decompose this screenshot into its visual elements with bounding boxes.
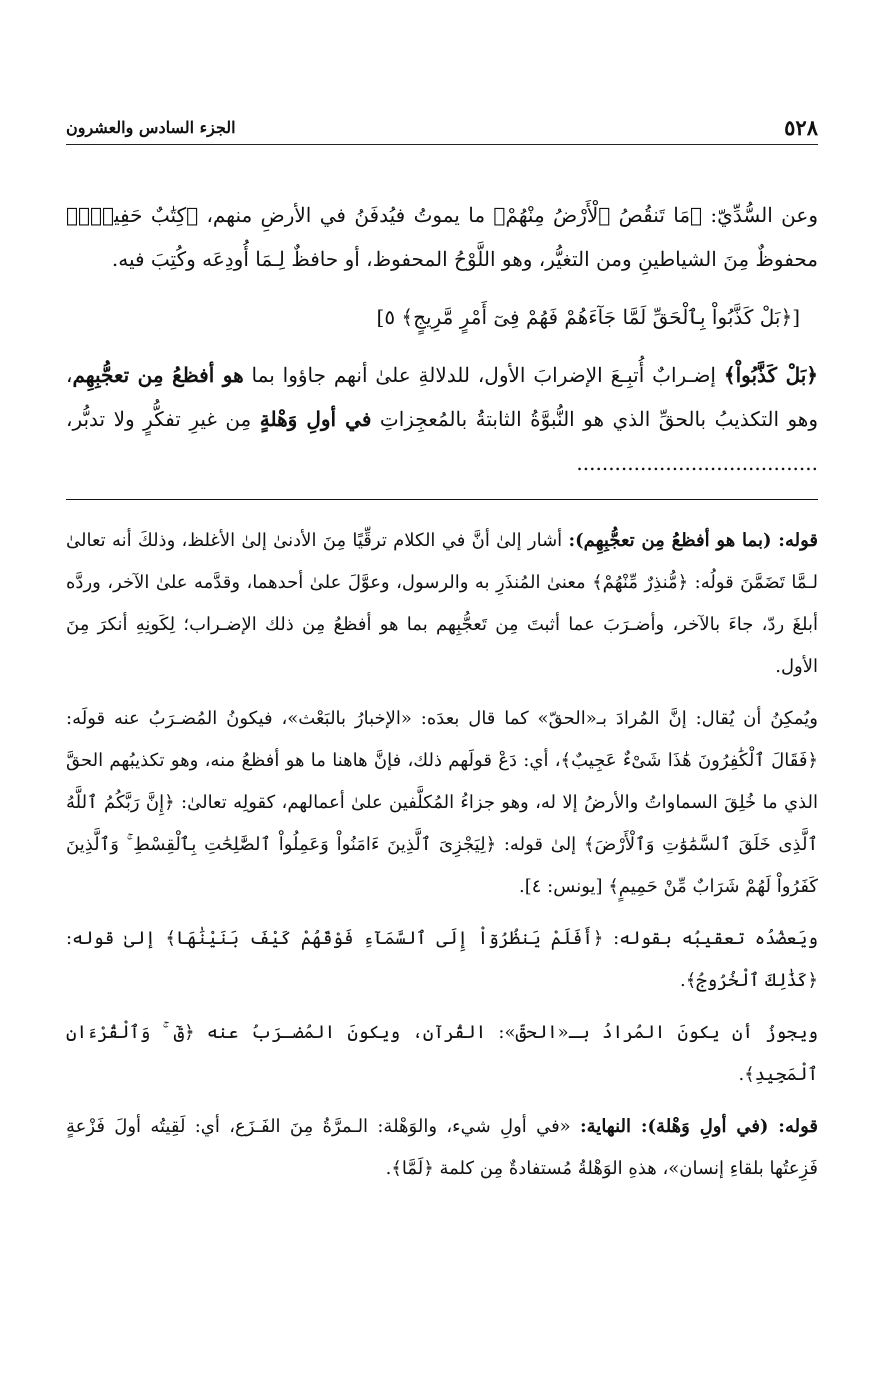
note-5-body: «في أولِ شيء، والوَهْلة: الـمرَّةُ مِنَ الفَـزَع، أي: لَقِيتُه أولَ فَزْعةٍ فَزِعتُها بلقاءِ إنسان»، هذهِ الوَهْلةُ مُستفادةٌ مِن كلمة ﴿لَمَّا﴾. — [66, 1116, 818, 1179]
note-5 — [66, 1106, 818, 1190]
bold-phrase-awwal-wahla: في أولِ وَهْلةٍ — [259, 407, 372, 431]
note-5-lead: قوله: (في أولِ وَهْلة): النهاية: — [580, 1116, 818, 1137]
note-1-lead: قوله: (بما هو أفظعُ مِن تعجُّبِهِم): — [568, 530, 818, 551]
page-number: ٥٢٨ — [784, 114, 818, 140]
note-1-body: أشار إلىٰ أنَّ في الكلام ترقِّيًا مِنَ الأدنىٰ إلىٰ الأغلظ، وذلكَ أنه تعالىٰ لـمَّا تَضَمَّنَ قولُه: ﴿مُّنذِرٌ مِّنْهُمْ﴾ معنىٰ المُنذَرِ به والرسول، وعوَّلَ علىٰ أحدهما، وقدَّمه علىٰ الآخر، وردَّه أبلغَ ردّ، جاءَ بالآخر، وأضـرَبَ عما أثبتَ مِن تَعجُّبِهم بما هو أفظعُ مِن ذلك الإضـراب؛ لِكَونِهِ أنكرَ مِنَ الأول. — [66, 530, 818, 677]
text-segment: ، وهو التكذيبُ بالحقِّ الذي هو النُّبوَّةُ الثابتةُ بالمُعجِزاتِ — [66, 363, 819, 431]
book-page — [66, 112, 818, 1200]
note-3: ويَعضُدُه تعقيبُه بقوله: ﴿أَفَلَمْ يَنظُرُوٓاْ إِلَى ٱلسَّمَآءِ فَوْقَهُمْ كَيْفَ بَنَيْنَٰهَا﴾ إلىٰ قوله: ﴿كَذَٰلِكَ ٱلْخُرُوجُ﴾. — [66, 928, 818, 991]
note-1 — [66, 520, 818, 688]
commentary-notes — [66, 520, 818, 1190]
main-paragraph-1: وعن السُّدِّيّ: ﴿مَا تَنقُصُ ٱلْأَرْضُ مِنْهُمْ﴾ ما يموتُ فيُدفَنُ في الأرضِ منهم، ﴿كِتَٰبٌ حَفِيظٌۢ﴾ محفوظٌ مِنَ الشياطينِ ومن التغيُّر، وهو اللَّوْحُ المحفوظ، أو حافظٌ لِـمَا أُودِعَه وكُتِبَ فيه. — [66, 203, 818, 271]
quote-bal-kadhdhabu: ﴿بَلْ كَذَّبُواْ﴾ — [723, 363, 818, 387]
main-text — [66, 193, 818, 485]
dotted-leader: ...................................... — [576, 451, 818, 475]
page-header — [66, 112, 818, 145]
main-paragraph-2 — [66, 353, 818, 485]
running-title: الجزء السادس والعشرون — [66, 117, 236, 137]
footnote-separator — [66, 499, 818, 500]
verse-line: [﴿بَلْ كَذَّبُواْ بِٱلْحَقِّ لَمَّا جَآءَهُمْ فَهُمْ فِىٓ أَمْرٍ مَّرِيجٍ﴾ ٥] — [376, 305, 800, 329]
bold-phrase-afza: هو أفظعُ مِن تعجُّبِهِم — [72, 363, 244, 387]
note-2: ويُمكِنُ أن يُقال: إنَّ المُرادَ بـ«الحقّ» كما قال بعدَه: «الإخبارُ بالبَعْث»، فيكونُ المُضـرَبُ عنه قولَه: ﴿فَقَالَ ٱلْكَٰفِرُونَ هَٰذَا شَىْءٌ عَجِيبٌ﴾، أي: دَعْ قولَهم ذلك، فإنَّ هاهنا ما هو أفظعُ منه، وهو تكذيبُهم الحقَّ الذي ما خُلِقَ السماواتُ والأرضُ إلا له، وهو جزاءُ المُكلَّفين علىٰ أعمالهم، كقولِه تعالىٰ: ﴿إِنَّ رَبَّكُمُ ٱللَّهُ ٱلَّذِى خَلَقَ ٱلسَّمَٰوَٰتِ وَٱلْأَرْضَ﴾ إلىٰ قوله: ﴿لِيَجْزِىَ ٱلَّذِينَ ءَامَنُواْ وَعَمِلُواْ ٱلصَّٰلِحَٰتِ بِٱلْقِسْطِ ۚ وَٱلَّذِينَ كَفَرُواْ لَهُمْ شَرَابٌ مِّنْ حَمِيمٍ﴾ [يونس: ٤]. — [66, 708, 818, 897]
note-4: ويجوزُ أن يكونَ المُرادُ بـ«الحقّ»: القُرآن، ويكونَ المُضـرَبُ عنه ﴿قٓ ۚ وَٱلْقُرْءَانِ ٱلْمَجِيدِ﴾. — [66, 1022, 818, 1085]
text-segment: مِن غيرِ تفكُّرٍ ولا تدبُّر، — [66, 407, 260, 431]
text-segment: إضـرابٌ أُتبِـعَ الإضرابَ الأول، للدلالةِ علىٰ أنهم جاؤوا بما — [243, 363, 724, 387]
